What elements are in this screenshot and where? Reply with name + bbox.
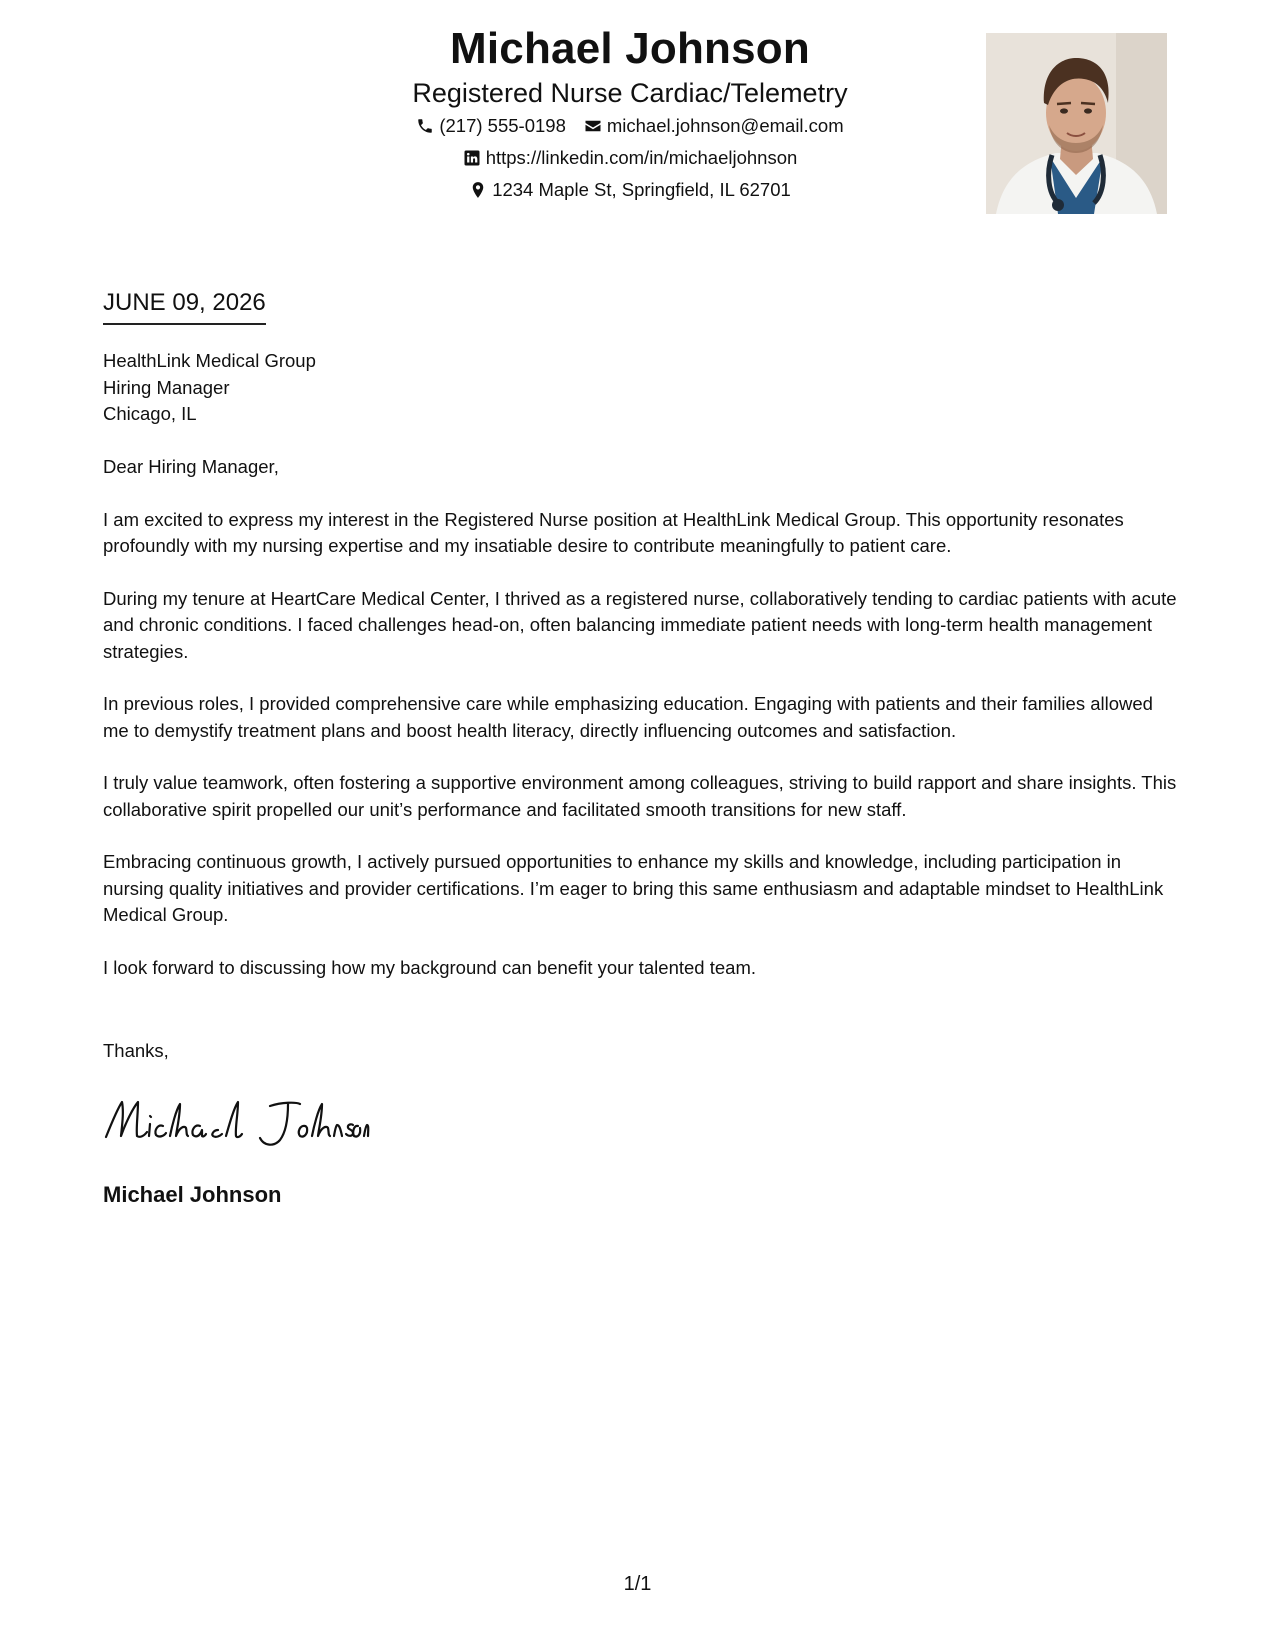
contact-line-primary bbox=[290, 110, 970, 142]
envelope-icon bbox=[584, 117, 602, 135]
contact-line-linkedin bbox=[290, 142, 970, 174]
linkedin-url: https://linkedin.com/in/michaeljohnson bbox=[485, 147, 798, 168]
letter-date: JUNE 09, 2026 bbox=[103, 286, 266, 325]
email-address: michael.johnson@email.com bbox=[606, 115, 844, 136]
contact-line-address bbox=[290, 174, 970, 206]
phone-icon bbox=[416, 117, 434, 135]
phone-contact[interactable] bbox=[416, 110, 566, 142]
linkedin-contact[interactable] bbox=[463, 142, 798, 174]
linkedin-icon bbox=[463, 149, 481, 167]
paragraph: I truly value teamwork, often fostering a supportive environment among colleagues, striving to build rapport and share insights. This collaborative spirit propelled our unit’s performance and facilitated smooth transitions for new staff. bbox=[103, 772, 1177, 820]
recipient-block bbox=[103, 348, 316, 428]
map-pin-icon bbox=[469, 181, 487, 199]
paragraph: Embracing continuous growth, I actively pursued opportunities to enhance my skills and knowledge, including participation in nursing quality initiatives and provider certifications. I’m eager to bring this same enthusiasm and adaptable mindset to HealthLink Medical Group. bbox=[103, 851, 1164, 925]
paragraph: I am excited to express my interest in the Registered Nurse position at HealthLink Medical Group. This opportunity resonates profoundly with my nursing expertise and my insatiable desire to contribute meaningfully to patient care. bbox=[103, 508, 1124, 556]
street-address: 1234 Maple St, Springfield, IL 62701 bbox=[492, 179, 791, 200]
signer-name: Michael Johnson bbox=[103, 1182, 282, 1207]
paragraph: In previous roles, I provided comprehensive care while emphasizing education. Engaging with patients and their families allowed me to demystify treatment plans and boost health literacy, directly influencing outcomes and satisfaction. bbox=[103, 693, 1153, 741]
paragraph: During my tenure at HeartCare Medical Center, I thrived as a registered nurse, collaboratively tending to cardiac patients with acute and chronic conditions. I faced challenges head-on, often balancing immediate patient needs with long-term health management strategies. bbox=[103, 587, 1177, 662]
applicant-name: Michael Johnson bbox=[450, 24, 810, 73]
closing: Thanks, bbox=[103, 1040, 169, 1061]
recipient-company: HealthLink Medical Group bbox=[103, 350, 316, 371]
applicant-title: Registered Nurse Cardiac/Telemetry bbox=[412, 78, 848, 108]
phone-number: (217) 555-0198 bbox=[439, 115, 566, 136]
page-number: 1/1 bbox=[623, 1573, 652, 1595]
address-contact bbox=[469, 174, 791, 206]
handwritten-signature bbox=[100, 1092, 370, 1150]
profile-photo bbox=[986, 33, 1167, 214]
recipient-title: Hiring Manager bbox=[103, 376, 230, 398]
salutation: Dear Hiring Manager, bbox=[103, 456, 279, 477]
letter-body bbox=[103, 454, 1178, 1007]
recipient-location: Chicago, IL bbox=[103, 403, 197, 424]
letter-header bbox=[290, 18, 970, 206]
email-contact[interactable] bbox=[584, 110, 844, 142]
paragraph: I look forward to discussing how my background can benefit your talented team. bbox=[103, 956, 756, 978]
